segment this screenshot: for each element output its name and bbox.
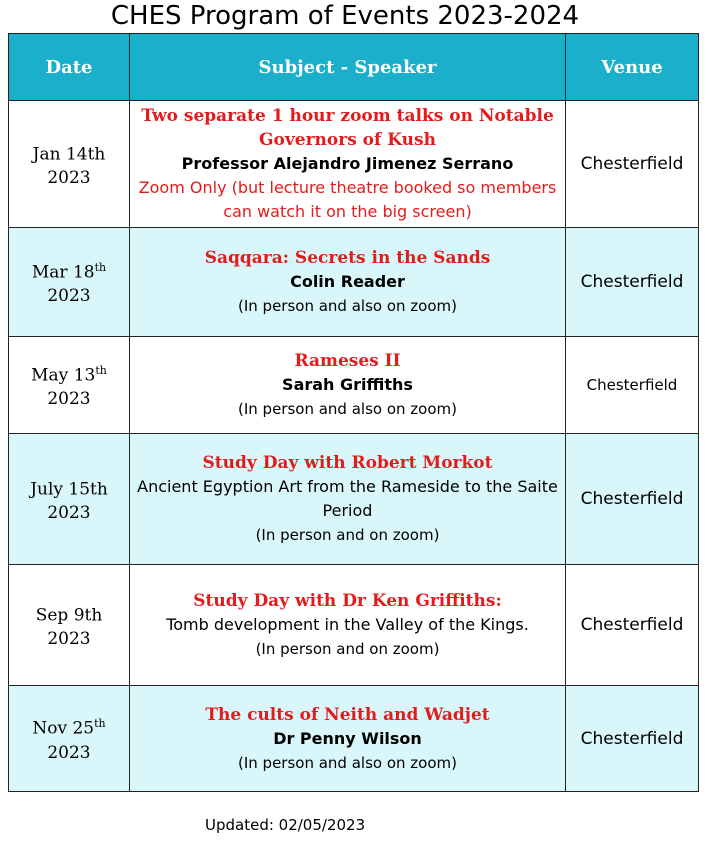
date-day: Jan 14th (32, 144, 106, 165)
date-day: May 13 (31, 365, 96, 386)
date-year: 2023 (47, 286, 91, 307)
event-subject-cell (130, 565, 566, 686)
event-speaker: Professor Alejandro Jimenez Serrano (181, 154, 514, 173)
event-note: (In person and on zoom) (255, 640, 440, 658)
date-year: 2023 (47, 629, 91, 650)
event-speaker: Sarah Griffiths (282, 375, 413, 394)
date-suffix: th (94, 717, 106, 731)
event-venue: Chesterfield (566, 101, 699, 228)
header-subject: Subject - Speaker (130, 34, 566, 101)
page-title: CHES Program of Events 2023-2024 (110, 1, 580, 31)
event-subject: Study Day with Dr Ken Griffiths: (193, 591, 502, 611)
table-row (9, 565, 699, 686)
event-subject-cell (130, 686, 566, 792)
event-subject-cell (130, 337, 566, 434)
date-year: 2023 (47, 389, 91, 410)
event-date (9, 228, 130, 337)
date-year: 2023 (47, 168, 91, 189)
table-row (9, 434, 699, 565)
date-day: Nov 25 (32, 718, 95, 739)
date-day: Mar 18 (31, 262, 95, 283)
header-date: Date (9, 34, 130, 101)
updated-date: Updated: 02/05/2023 (205, 816, 366, 834)
event-note: (In person and also on zoom) (238, 753, 457, 772)
header-venue: Venue (566, 34, 699, 101)
table-row (9, 337, 699, 434)
header-row (9, 34, 699, 101)
event-subject: Rameses II (294, 351, 401, 371)
event-venue: Chesterfield (566, 686, 699, 792)
event-date (9, 337, 130, 434)
date-day: Sep 9th (35, 605, 103, 626)
event-note: Zoom Only (but lecture theatre booked so members can watch it on the big screen) (138, 178, 557, 221)
date-suffix: th (95, 363, 107, 377)
date-year: 2023 (47, 742, 91, 763)
event-subject-cell (130, 101, 566, 228)
event-date (9, 565, 130, 686)
table-row (9, 228, 699, 337)
event-venue: Chesterfield (566, 434, 699, 565)
event-speaker: Ancient Egyption Art from the Rameside to the Saite Period (137, 477, 558, 520)
event-date (9, 101, 130, 228)
event-venue: Chesterfield (566, 337, 699, 434)
date-year: 2023 (47, 503, 91, 524)
event-date (9, 434, 130, 565)
event-speaker: Dr Penny Wilson (273, 728, 422, 748)
event-subject-cell (130, 434, 566, 565)
event-speaker: Colin Reader (290, 272, 405, 291)
event-speaker: Tomb development in the Valley of the Kings. (166, 615, 529, 634)
event-subject: The cults of Neith and Wadjet (205, 704, 490, 725)
event-subject-cell (130, 228, 566, 337)
event-subject: Study Day with Robert Morkot (202, 453, 493, 473)
event-date (9, 686, 130, 792)
date-suffix: th (94, 260, 107, 274)
event-note: (In person and also on zoom) (238, 400, 457, 418)
event-venue: Chesterfield (566, 565, 699, 686)
table-row (9, 686, 699, 792)
events-table (8, 33, 699, 792)
event-note: (In person and on zoom) (255, 526, 440, 544)
event-subject: Saqqara: Secrets in the Sands (204, 248, 491, 268)
event-subject: Two separate 1 hour zoom talks on Notable Governors of Kush (141, 106, 554, 150)
event-venue: Chesterfield (566, 228, 699, 337)
date-day: July 15th (30, 479, 108, 500)
table-row (9, 101, 699, 228)
event-note: (In person and also on zoom) (238, 297, 457, 315)
